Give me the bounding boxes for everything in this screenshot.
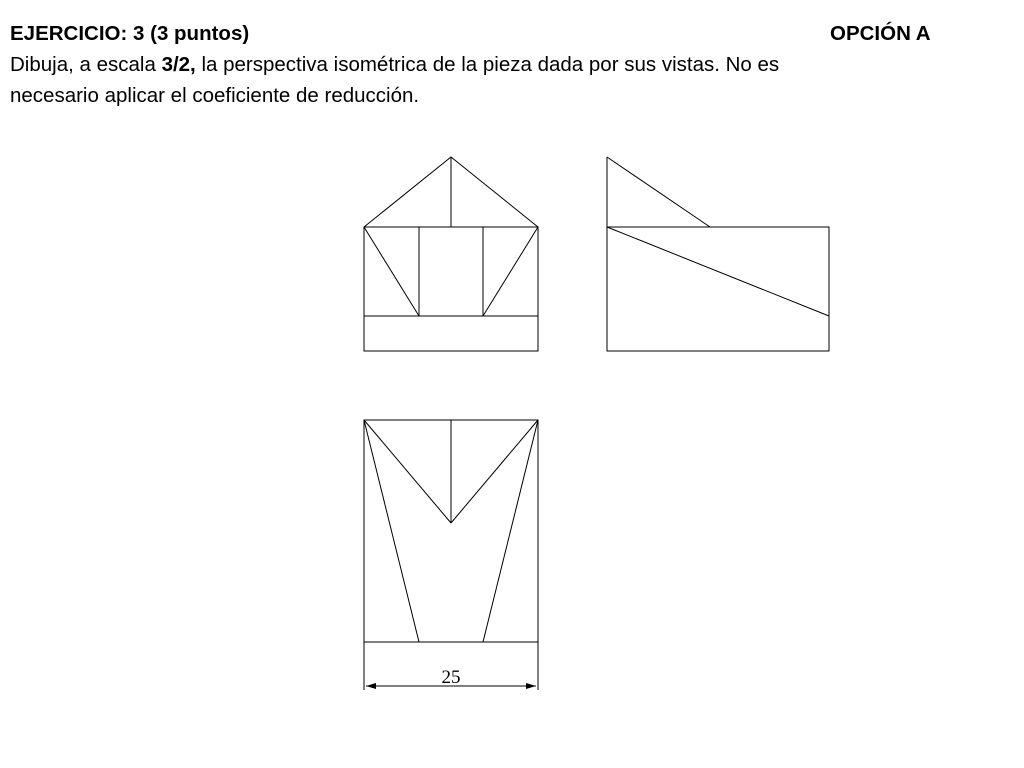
instruction-text-b: la perspectiva isométrica de la pieza dada por sus vistas. No es [195,53,780,76]
side-view-diagonal [607,227,829,316]
front-view-outline [364,227,538,351]
top-view [364,420,538,642]
side-view [607,157,829,351]
front-view-left-diagonal [364,227,419,316]
side-view-outline [607,227,829,351]
instruction-text-a: Dibuja, a escala [10,53,162,76]
dimension-label: 25 [441,667,461,688]
side-view-roof-slope [607,157,710,227]
scale-value: 3/2, [161,53,196,76]
option-label: OPCIÓN A [830,22,931,45]
front-view [364,157,538,351]
width-dimension [364,642,538,690]
exercise-title: EJERCICIO: 3 (3 puntos) [10,22,250,45]
instruction-line-2: necesario aplicar el coeficiente de reducción. [10,84,420,107]
front-view-right-diagonal [483,227,538,316]
